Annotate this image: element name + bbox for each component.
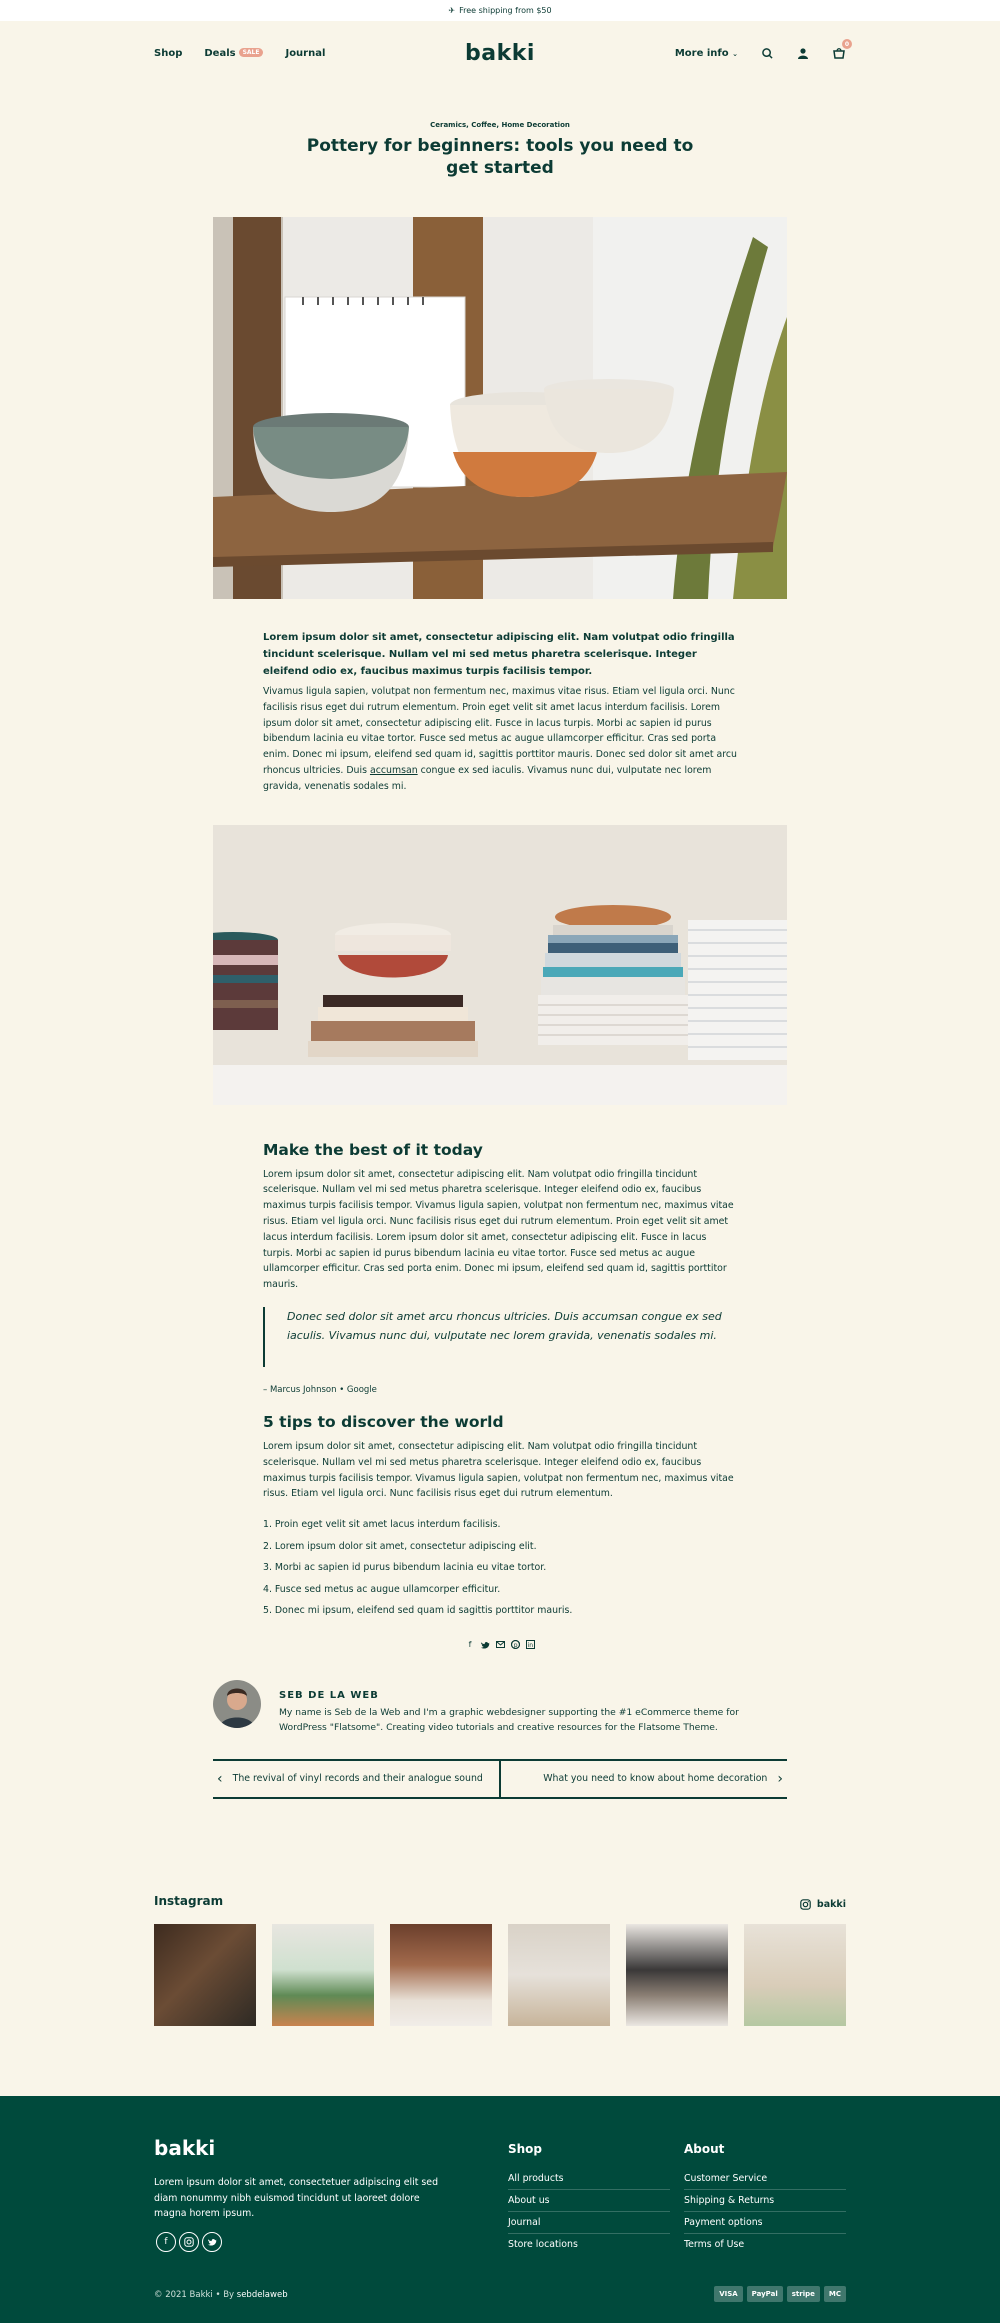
share-icons [213, 1640, 787, 1650]
chevron-right-icon: › [777, 1770, 783, 1787]
nav-journal[interactable]: Journal [285, 47, 326, 59]
stripe-icon: stripe [787, 2286, 820, 2302]
previous-post-title: The revival of vinyl records and their analogue sound [232, 1773, 483, 1785]
avatar [213, 1680, 261, 1728]
list-item: 4. Fusce sed metus ac augue ullamcorper efficitur. [263, 1583, 501, 1595]
footer-description: Lorem ipsum dolor sit amet, consectetuer adipiscing elit sed diam nonummy nibh euismod tincidunt ut laoreet dolore magna horem ipsum. [154, 2177, 439, 2219]
footer-shop-title: Shop [508, 2142, 543, 2156]
chevron-left-icon: ‹ [217, 1770, 223, 1787]
list-item: 5. Donec mi ipsum, eleifend sed quam id sagittis porttitor mauris. [263, 1605, 573, 1617]
mastercard-icon: MC [824, 2286, 846, 2302]
account-icon[interactable] [796, 46, 810, 60]
post-categories[interactable]: Ceramics, Coffee, Home Decoration [430, 121, 570, 129]
list-item: 1. Proin eget velit sit amet lacus interdum facilisis. [263, 1519, 501, 1531]
instagram-photo[interactable] [154, 1924, 256, 2026]
section2-paragraph: Lorem ipsum dolor sit amet, consectetur adipiscing elit. Nam volutpat odio fringilla tincidunt scelerisque. Nullam vel mi sed metus pharetra scelerisque. Integer eleifend odio ex, faucibus maximus turpis facilisis tempor. Vivamus ligula sapien, volutpat non fermentum nec, maximus vitae risus. Etiam vel ligula orci. Nunc facilisis risus eget dui rutrum elementum. [263, 1440, 734, 1500]
previous-post-link[interactable] [213, 1761, 501, 1797]
cart-count-badge: 0 [842, 39, 852, 49]
footer-link[interactable]: Terms of Use [684, 2239, 745, 2250]
next-post-title: What you need to know about home decoration [543, 1773, 768, 1785]
pinterest-icon[interactable] [510, 1640, 520, 1650]
sale-badge: SALE [239, 48, 264, 57]
facebook-icon[interactable]: f [156, 2232, 176, 2252]
footer-link[interactable]: About us [508, 2190, 670, 2212]
facebook-icon[interactable]: f [468, 1640, 472, 1650]
nav-deals[interactable] [204, 48, 263, 59]
intro-paragraph [263, 684, 737, 795]
next-post-link[interactable] [501, 1761, 787, 1797]
more-info-label: More info [674, 47, 729, 59]
site-logo[interactable]: bakki [465, 40, 535, 66]
cart-icon[interactable] [832, 40, 850, 60]
svg-text:in: in [527, 1642, 533, 1650]
section-heading-make-the-best: Make the best of it today [263, 1140, 483, 1159]
post-title: Pottery for beginners: tools you need to get started [306, 136, 694, 178]
footer-link[interactable]: Store locations [508, 2239, 578, 2250]
main-nav [154, 48, 325, 59]
site-header [0, 21, 1000, 85]
linkedin-icon[interactable] [525, 1640, 535, 1650]
header-actions [674, 40, 850, 60]
instagram-photo[interactable] [744, 1924, 846, 2026]
twitter-icon[interactable] [202, 2232, 222, 2252]
svg-text:p: p [513, 1642, 518, 1650]
content-section [263, 1141, 737, 1622]
tips-list [263, 1514, 737, 1622]
paypal-icon: PayPal [747, 2286, 783, 2302]
copyright [154, 2290, 288, 2300]
pull-quote: Donec sed dolor sit amet arcu rhoncus ultricies. Duis accumsan congue ex sed iaculis. Vivamus nunc dui, vulputate nec lorem gravida, venenatis sodales mi. [263, 1307, 737, 1367]
instagram-title: Instagram [154, 1894, 224, 1909]
accumsan-link[interactable]: accumsan [369, 764, 418, 776]
site-footer [0, 2096, 1000, 2323]
hero-image [213, 217, 787, 599]
footer-shop-column [508, 2142, 670, 2255]
chevron-down-icon: ⌄ [732, 49, 738, 58]
list-item: 2. Lorem ipsum dolor sit amet, consectetur adipiscing elit. [263, 1540, 537, 1552]
instagram-handle: bakki [816, 1898, 846, 1910]
visa-icon: VISA [714, 2286, 742, 2302]
author-name: SEB DE LA WEB [279, 1689, 379, 1701]
instagram-photo[interactable] [626, 1924, 728, 2026]
article [213, 121, 787, 1650]
nav-shop[interactable]: Shop [154, 47, 183, 59]
nav-deals-label: Deals [204, 47, 236, 59]
quote-citation: – Marcus Johnson • Google [263, 1384, 377, 1395]
footer-link[interactable]: Journal [508, 2212, 670, 2234]
announcement-bar [0, 0, 1000, 21]
lead-paragraph: Lorem ipsum dolor sit amet, consectetur adipiscing elit. Nam volutpat odio fringilla tincidunt scelerisque. Nullam vel mi sed metus pharetra scelerisque. Integer eleifend odio ex, faucibus maximus turpis facilisis tempor. [263, 632, 735, 677]
instagram-icon[interactable] [179, 2232, 199, 2252]
copyright-author-link[interactable]: sebdelaweb [236, 2290, 288, 2300]
payment-icons [714, 2286, 846, 2302]
intro-text-a: Vivamus ligula sapien, volutpat non fermentum nec, maximus vitae risus. Etiam vel ligula orci. Nunc facilisis risus eget dui rutrum elementum. Proin eget velit sit amet lacus interdum facilisis. Lorem ipsum dolor sit amet, consectetur adipiscing elit. Fusce in lacus turpis. Morbi ac sapien id purus bibendum lacinia eu vitae tortor. Fusce sed metus ac augue ullamcorper efficitur. Cras sed porta enim. Donec mi ipsum, eleifend sed quam id, sagittis porttitor mauris. Donec sed dolor sit amet arcu rhoncus ultricies. Duis [263, 686, 737, 776]
footer-link[interactable]: Customer Service [684, 2168, 846, 2190]
search-icon[interactable] [760, 46, 774, 60]
instagram-handle-link[interactable] [800, 1899, 846, 1910]
section1-paragraph: Lorem ipsum dolor sit amet, consectetur adipiscing elit. Nam volutpat odio fringilla tincidunt scelerisque. Nullam vel mi sed metus pharetra scelerisque. Integer eleifend odio ex, faucibus maximus turpis facilisis tempor. Vivamus ligula sapien, volutpat non fermentum nec, maximus vitae risus. Etiam vel ligula orci. Nunc facilisis risus eget dui rutrum elementum. Proin eget velit sit amet lacus interdum facilisis. Lorem ipsum dolor sit amet, consectetur adipiscing elit. Fusce in lacus turpis. Morbi ac sapien id purus bibendum lacinia eu vitae tortor. Fusce sed metus ac augue ullamcorper efficitur. Cras sed porta enim. Donec mi ipsum, eleifend sed quam id, sagittis porttitor mauris. [263, 1168, 734, 1291]
author-box [213, 1680, 787, 1735]
truck-icon: ✈ [448, 6, 456, 15]
instagram-photo[interactable] [272, 1924, 374, 2026]
intro-text-b: congue ex sed iaculis. Vivamus nunc dui, vulputate nec lorem gravida, venenatis sodales mi. [263, 764, 712, 792]
footer-link[interactable]: Shipping & Returns [684, 2190, 846, 2212]
instagram-grid [154, 1924, 846, 2026]
footer-social [156, 2232, 222, 2252]
instagram-photo[interactable] [390, 1924, 492, 2026]
footer-about-column [684, 2142, 846, 2255]
footer-link[interactable]: All products [508, 2168, 670, 2190]
email-icon[interactable] [495, 1640, 505, 1650]
more-info-menu[interactable] [675, 48, 738, 59]
list-item: 3. Morbi ac sapien id purus bibendum lacinia eu vitae tortor. [263, 1562, 547, 1574]
instagram-section [154, 1893, 846, 2026]
instagram-icon [800, 1899, 811, 1910]
instagram-photo[interactable] [508, 1924, 610, 2026]
intro-section [263, 629, 737, 795]
twitter-icon[interactable] [480, 1640, 490, 1650]
author-bio: My name is Seb de la Web and I'm a graphic webdesigner supporting the #1 eCommerce theme for WordPress "Flatsome". Creating video tutorials and creative resources for the Flatsome Theme. [279, 1706, 739, 1733]
section-heading-tips: 5 tips to discover the world [263, 1412, 504, 1431]
post-navigation [213, 1759, 787, 1799]
author-info [279, 1680, 787, 1735]
announcement-text: Free shipping from $50 [459, 6, 552, 15]
copyright-text: © 2021 Bakki • By [154, 2290, 237, 2300]
footer-about-title: About [684, 2142, 725, 2156]
footer-logo[interactable]: bakki [154, 2136, 216, 2160]
footer-link[interactable]: Payment options [684, 2212, 846, 2234]
plates-image [213, 825, 787, 1105]
